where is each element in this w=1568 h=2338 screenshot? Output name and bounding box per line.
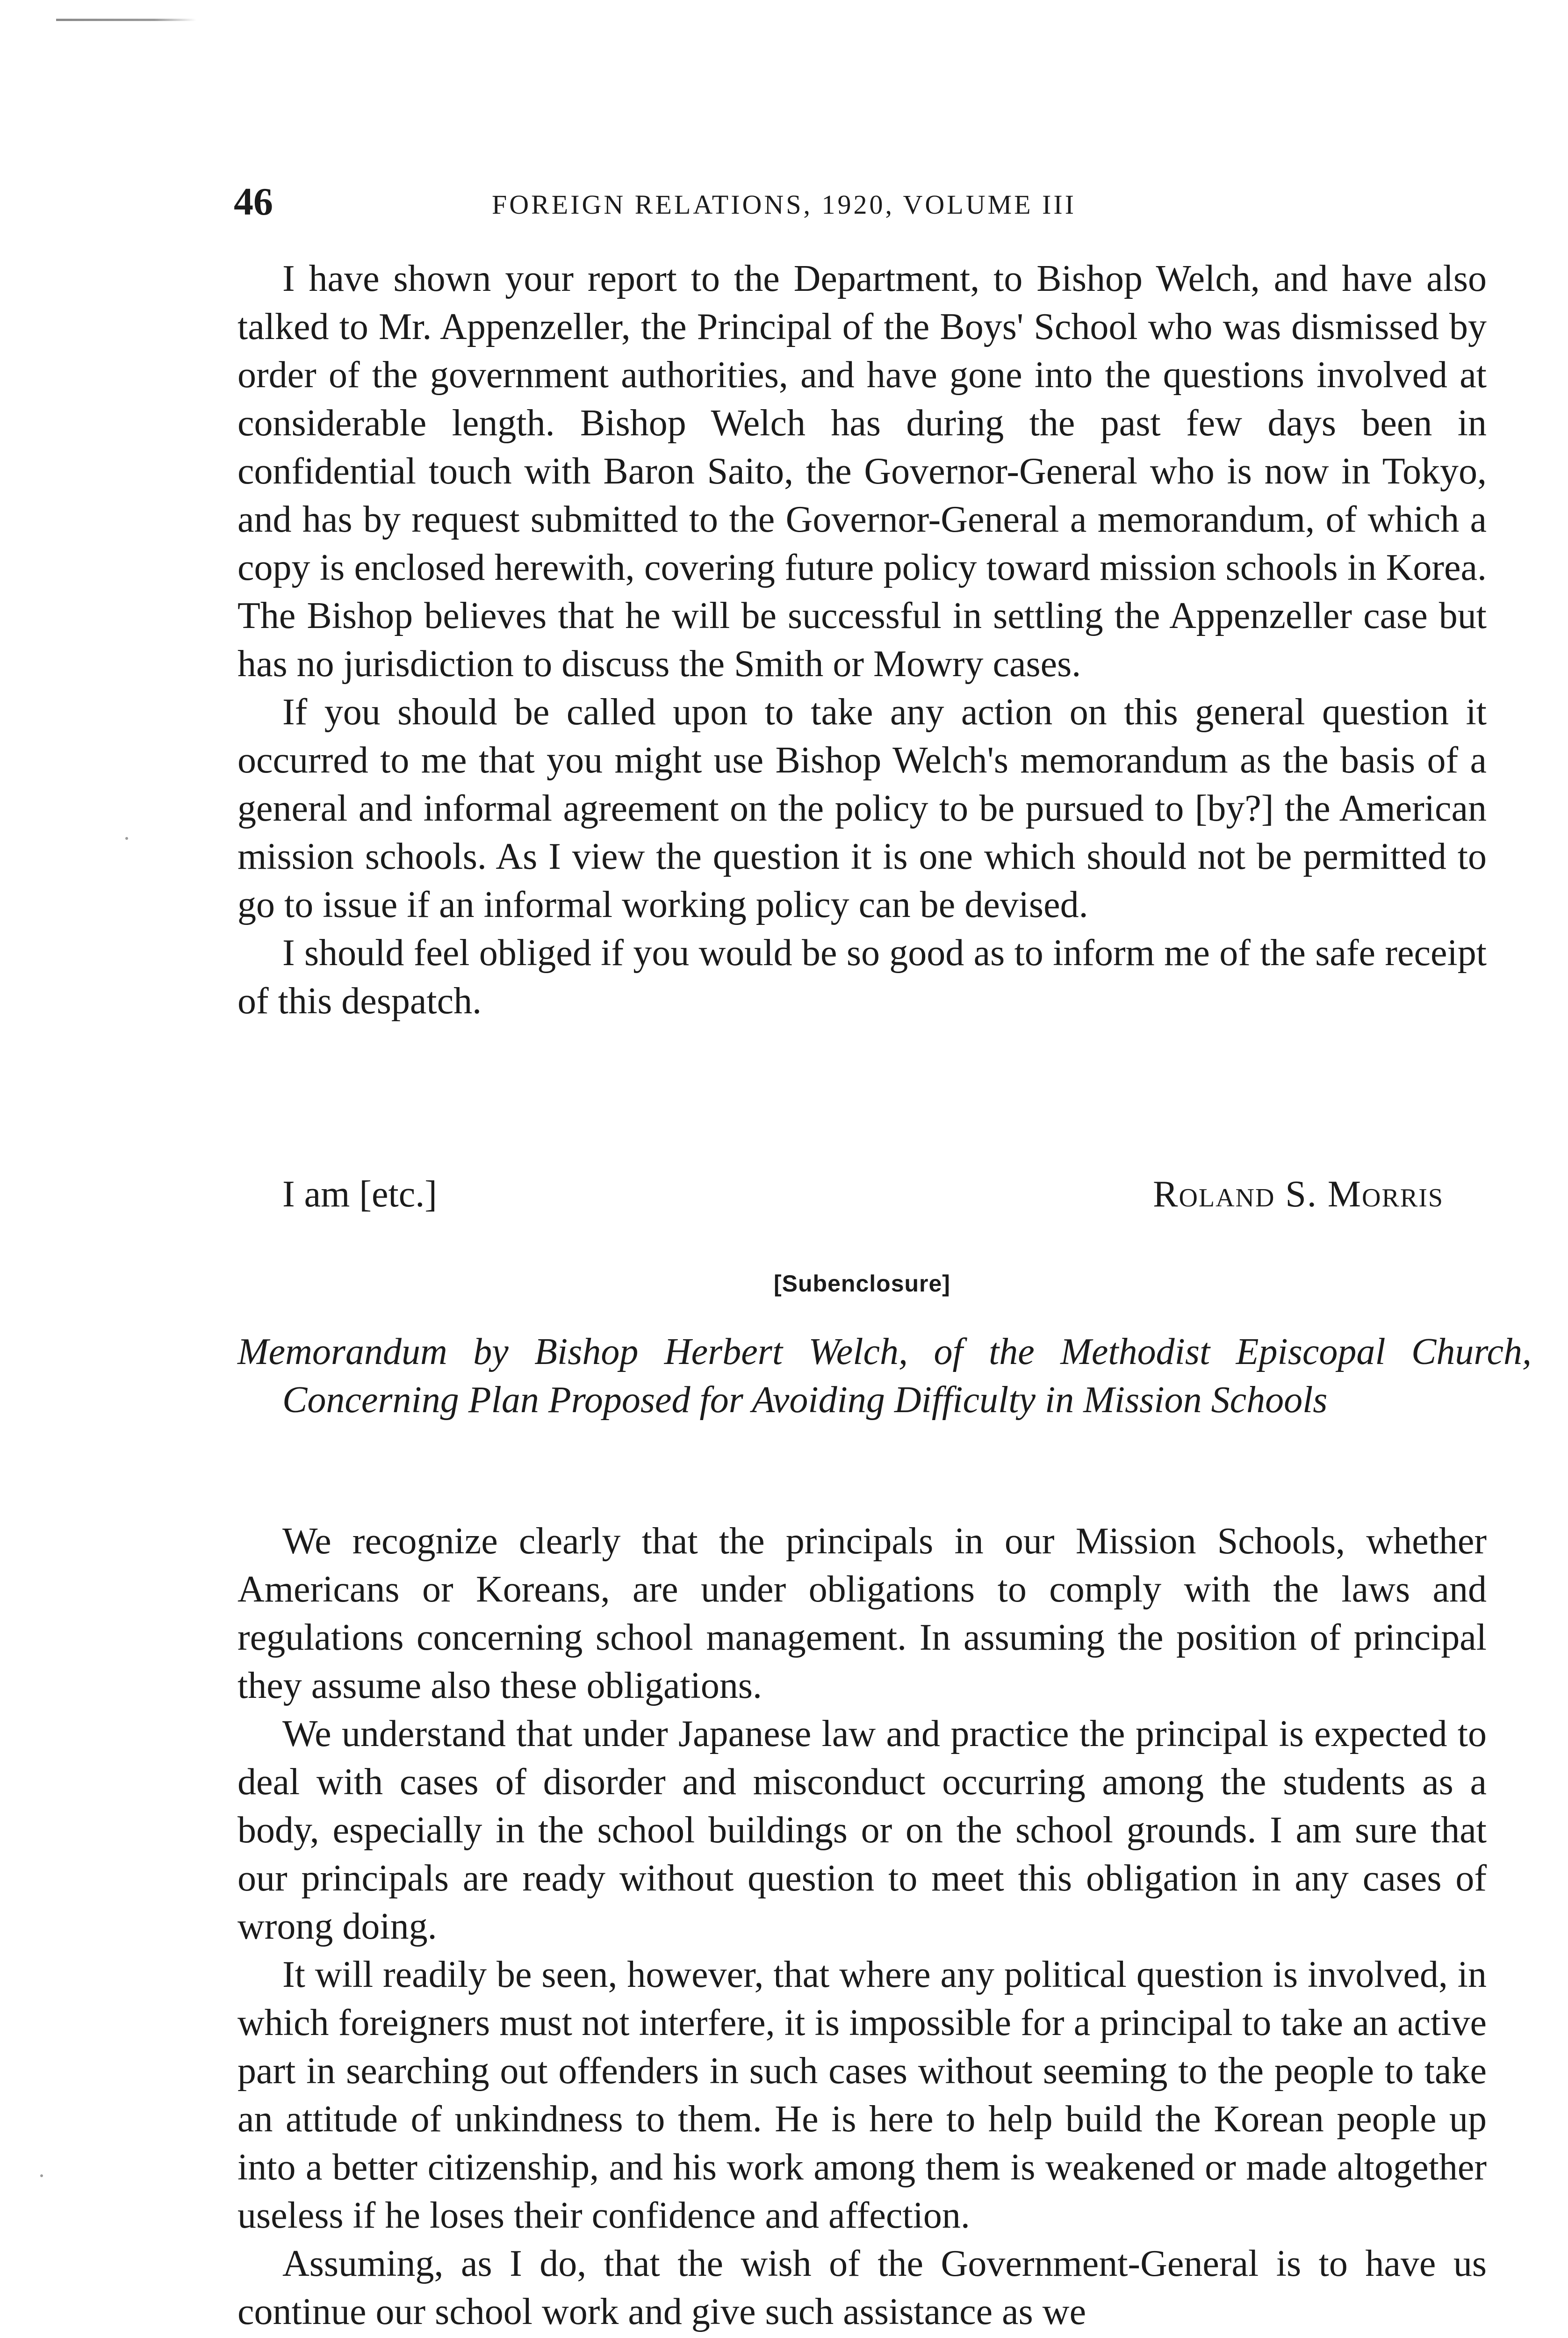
- scan-speck: [125, 837, 128, 840]
- subenclosure-label: [Subenclosure]: [774, 1270, 950, 1297]
- memo-paragraph: We recognize clearly that the principals in our Mission Schools, whether Americans or Koreans, are under obligations to comply with the laws and regulations concerning school management. In assuming the position of principal they assume also these obligations.: [237, 1521, 1487, 1706]
- memo-title: Memorandum by Bishop Herbert Welch, of the Methodist Episcopal Church, Concerning Plan Proposed for Avoiding Difficulty in Mission Schools: [237, 1331, 1532, 1421]
- body-paragraph: I should feel obliged if you would be so good as to inform me of the safe receipt of this despatch.: [237, 932, 1487, 1022]
- body-paragraph: I have shown your report to the Department, to Bishop Welch, and have also talked to Mr. Appenzeller, the Principal of the Boys' School who was dismissed by order of the government authorities, and have gone into the questions involved at considerable length. Bishop Welch has during the past few days been in confidential touch with Baron Saito, the Governor-General who is now in Tokyo, and has by request submitted to the Governor-General a memorandum, of which a copy is enclosed herewith, covering future policy toward mission schools in Korea. The Bishop believes that he will be successful in settling the Appenzeller case but has no jurisdiction to discuss the Smith or Mowry cases.: [237, 258, 1487, 685]
- memo-paragraph: It will readily be seen, however, that where any political question is involved, in which foreigners must not interfere, it is impossible for a principal to take an active part in searching out offenders in such cases without seeming to the people to take an attitude of unkindness to them. He is here to help build the Korean people up into a better citizenship, and his work among them is weakened or made altogether useless if he loses their confidence and affection.: [237, 1954, 1487, 2236]
- scan-mark: [56, 19, 196, 21]
- closing-line: [237, 1170, 1487, 1219]
- memo-paragraph: We understand that under Japanese law and practice the principal is expected to deal with cases of disorder and misconduct occurring among the students as a body, especially in the school buildings or on the school grounds. I am sure that our principals are ready without question to meet this obligation in any cases of wrong doing.: [237, 1713, 1487, 1947]
- closing: I am [etc.]: [282, 1174, 437, 1215]
- memo-paragraph: Assuming, as I do, that the wish of the Government-General is to have us continue our school work and give such assistance as we: [237, 2243, 1487, 2332]
- signature: Roland S. Morris: [1153, 1174, 1444, 1215]
- page-header: [234, 174, 1334, 230]
- scan-speck: [40, 2174, 43, 2177]
- letter-body: [237, 255, 1487, 1025]
- page-number: 46: [234, 180, 273, 224]
- body-paragraph: If you should be called upon to take any action on this general question it occurred to me that you might use Bishop Welch's memorandum as the basis of a general and informal agreement on the policy to be pursued to [by?] the American mission schools. As I view the question it is one which should not be permitted to go to issue if an informal working policy can be devised.: [237, 692, 1487, 925]
- running-head: FOREIGN RELATIONS, 1920, VOLUME III: [491, 189, 1077, 220]
- memo-body: [237, 1517, 1487, 2336]
